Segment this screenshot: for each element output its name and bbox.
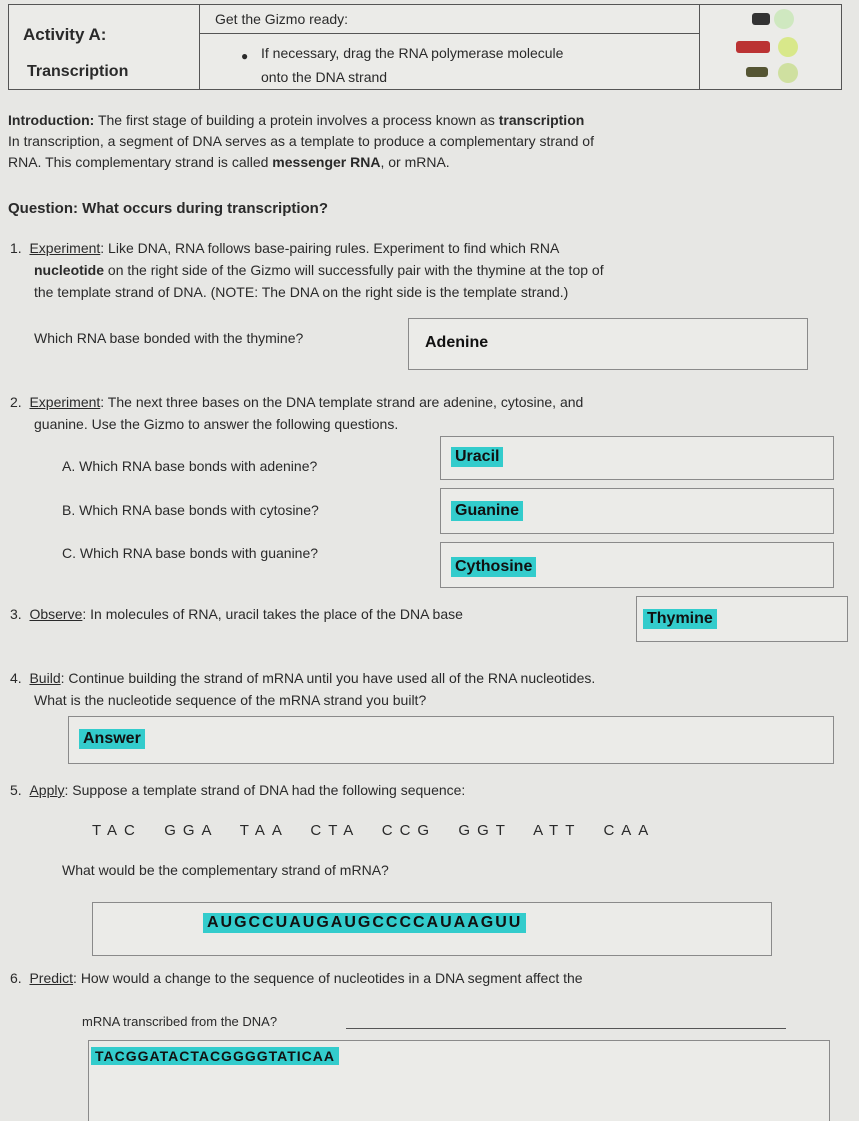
intro-text-3a: RNA. This complementary strand is called <box>8 154 269 170</box>
q2-label: Experiment <box>29 394 101 410</box>
header-instruction-line1: If necessary, drag the RNA polymerase molecule <box>261 45 564 61</box>
intro-line-3 <box>8 154 450 170</box>
q1-answer-text: Adenine <box>425 334 489 351</box>
gizmo-thumbnail <box>699 5 842 89</box>
q3-answer-text: Thymine <box>643 609 717 629</box>
dna-template-sequence: TAC GGA TAA CTA CCG GGT ATT CAA <box>92 822 656 839</box>
bullet-icon: ● <box>241 49 249 63</box>
q1-text-2: on the right side of the Gizmo will successfully pair with the thymine at the top of <box>107 262 604 278</box>
q4-line-1 <box>10 670 595 686</box>
q6-line-2: mRNA transcribed from the DNA? <box>82 1014 278 1029</box>
intro-bold-term: transcription <box>498 112 585 128</box>
nucleotide-icon <box>774 9 794 29</box>
q5-line-1 <box>10 782 465 798</box>
nucleotide-icon <box>746 67 768 77</box>
nucleotide-icon <box>778 37 798 57</box>
q1-number: 1. <box>10 240 22 256</box>
q2-number: 2. <box>10 394 22 410</box>
q6-number: 6. <box>10 970 22 986</box>
q1-bold-term: nucleotide <box>34 262 105 278</box>
q1-prompt: Which RNA base bonded with the thymine? <box>34 330 304 346</box>
intro-line-1 <box>8 112 584 128</box>
q2a-prompt: A. Which RNA base bonds with adenine? <box>62 458 318 474</box>
q5-answer-text: AUGCCUAUGAUGCCCCAUAAGUU <box>203 913 526 933</box>
activity-header-table <box>8 4 842 90</box>
q4-line-2: What is the nucleotide sequence of the mRNA strand you built? <box>34 692 427 708</box>
main-question: Question: What occurs during transcription? <box>8 200 329 217</box>
intro-line-2: In transcription, a segment of DNA serves as a template to produce a complementary strand of <box>8 133 594 149</box>
q1-text-1: : Like DNA, RNA follows base-pairing rules. Experiment to find which RNA <box>100 240 560 256</box>
q2c-answer-box[interactable] <box>440 542 834 588</box>
q5-line-2: What would be the complementary strand of mRNA? <box>62 862 389 878</box>
q2b-answer-box[interactable] <box>440 488 834 534</box>
q5-number: 5. <box>10 782 22 798</box>
q3-line <box>10 606 463 622</box>
header-divider <box>199 33 699 34</box>
q5-text-1: : Suppose a template strand of DNA had the following sequence: <box>64 782 466 798</box>
gizmo-ready-heading: Get the Gizmo ready: <box>215 11 349 27</box>
q5-label: Apply <box>29 782 65 798</box>
q4-label: Build <box>29 670 61 686</box>
nucleotide-icon <box>752 13 770 25</box>
header-instruction-line2: onto the DNA strand <box>261 69 388 85</box>
q6-line-1 <box>10 970 583 986</box>
q2-text-1: : The next three bases on the DNA template strand are adenine, cytosine, and <box>100 394 584 410</box>
q2a-answer-box[interactable] <box>440 436 834 480</box>
q2a-answer-text: Uracil <box>451 447 503 467</box>
q1-answer-box[interactable] <box>408 318 808 370</box>
q4-answer-box[interactable] <box>68 716 834 764</box>
q2-line-1 <box>10 394 583 410</box>
activity-label: Activity A: <box>23 25 107 44</box>
nucleotide-icon <box>778 63 798 83</box>
q6-text-1: : How would a change to the sequence of nucleotides in a DNA segment affect the <box>73 970 583 986</box>
intro-text-3b: , or mRNA. <box>380 154 450 170</box>
intro-label: Introduction: <box>8 112 95 128</box>
q5-answer-box[interactable] <box>92 902 772 956</box>
q4-text-1: : Continue building the strand of mRNA until you have used all of the RNA nucleotides. <box>60 670 596 686</box>
q1-label: Experiment <box>29 240 101 256</box>
intro-bold-mrna: messenger RNA <box>272 154 381 170</box>
q4-number: 4. <box>10 670 22 686</box>
q3-label: Observe <box>29 606 83 622</box>
q6-answer-underline <box>346 1028 786 1029</box>
q2b-answer-text: Guanine <box>451 501 523 521</box>
q3-text: : In molecules of RNA, uracil takes the place of the DNA base <box>82 606 463 622</box>
activity-title-cell <box>9 5 200 89</box>
transcription-label: Transcription <box>27 63 129 80</box>
q3-answer-box[interactable] <box>636 596 848 642</box>
q1-line-3: the template strand of DNA. (NOTE: The DNA on the right side is the template strand.) <box>34 284 569 300</box>
q2b-prompt: B. Which RNA base bonds with cytosine? <box>62 502 319 518</box>
q1-line-2 <box>34 262 604 278</box>
q2-line-2: guanine. Use the Gizmo to answer the following questions. <box>34 416 399 432</box>
polymerase-icon <box>736 41 770 53</box>
q1-line-1 <box>10 240 559 256</box>
q6-answer-text: TACGGATACTACGGGGTATICAA <box>91 1047 339 1065</box>
intro-text-1: The first stage of building a protein involves a process known as <box>97 112 495 128</box>
q4-answer-text: Answer <box>79 729 145 749</box>
q3-number: 3. <box>10 606 22 622</box>
q6-label: Predict <box>29 970 74 986</box>
q2c-answer-text: Cythosine <box>451 557 536 577</box>
q2c-prompt: C. Which RNA base bonds with guanine? <box>62 545 319 561</box>
q6-answer-box[interactable] <box>88 1040 830 1121</box>
